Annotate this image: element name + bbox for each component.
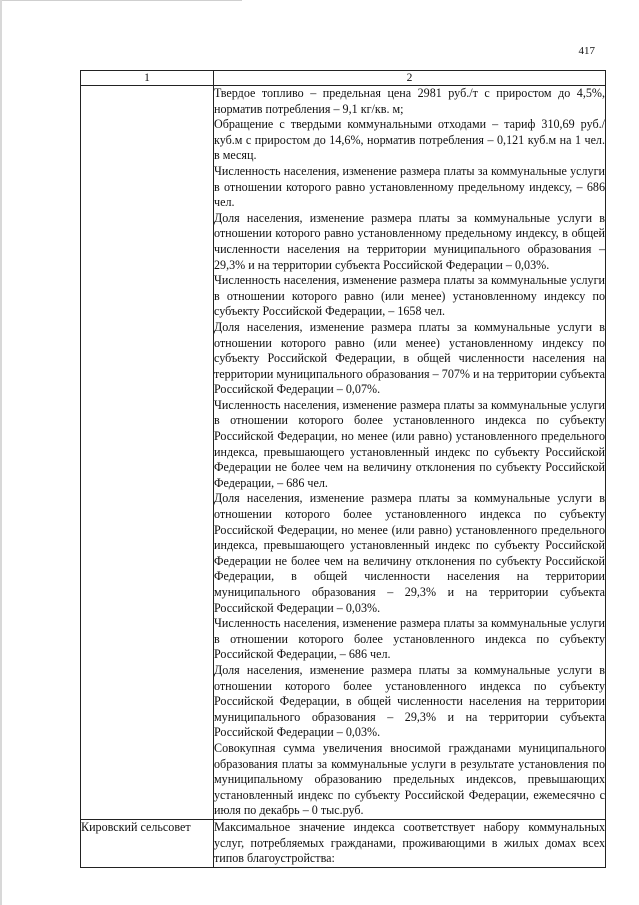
scan-top-edge — [2, 0, 242, 1]
paragraph: Совокупная сумма увеличения вносимой гражданами муниципального образования платы за коммунальные услуги в результате установления по муниципальному образованию предельных индексов, превышающих установленный индекс по субъекту Российской Федерации, ежемесячно с июля по декабрь – 0 тыс.руб. — [214, 740, 605, 818]
paragraph: Обращение с твердыми коммунальными отходами – тариф 310,69 руб./куб.м с приростом до 14,6%, норматив потребления – 0,121 куб.м на 1 чел. в месяц. — [214, 117, 605, 163]
table-row — [81, 86, 606, 820]
paragraph: Твердое топливо – предельная цена 2981 руб./т с приростом до 4,5%, норматив потребления – 9,1 кг/кв. м; — [214, 86, 605, 116]
paragraph: Численность населения, изменение размера платы за коммунальные услуги в отношении которого более установленного индекса по субъекту Российской Федерации, но менее (или равно) установленного предельного индекса, превышающего установленный индекс по субъекту Российской Федерации не более чем на величину отклонения по субъекту Российской Федерации, – 686 чел. — [214, 397, 605, 490]
paragraph: Доля населения, изменение размера платы за коммунальные услуги в отношении которого равно установленному предельному индексу, в общей численности населения на территории муниципального образования – 29,3% и на территории субъекта Российской Федерации – 0,03%. — [214, 210, 605, 272]
paragraph: Доля населения, изменение размера платы за коммунальные услуги в отношении которого более установленного индекса по субъекту Российской Федерации, но менее (или равно) установленного предельного индекса, превышающего установленный индекс по субъекту Российской Федерации не более чем на величину отклонения по субъекту Российской Федерации, в общей численности населения на территории муниципального образования – 29,3% и на территории субъекта Российской Федерации – 0,03%. — [214, 491, 605, 615]
scan-edge — [0, 0, 2, 905]
row-content-cell — [214, 86, 606, 820]
document-table — [80, 70, 606, 868]
row-content-cell — [214, 819, 606, 867]
paragraph: Численность населения, изменение размера платы за коммунальные услуги в отношении которого равно установленному предельному индексу, – 686 чел. — [214, 163, 605, 210]
column-header-1: 1 — [81, 71, 214, 86]
row-label-cell — [81, 86, 214, 820]
column-header-2: 2 — [214, 71, 606, 86]
row-label-cell: Кировский сельсовет — [81, 819, 214, 867]
table-header-row — [81, 71, 606, 86]
paragraph: Численность населения, изменение размера платы за коммунальные услуги в отношении которого более установленного индекса по субъекту Российской Федерации, – 686 чел. — [214, 616, 605, 662]
paragraph: Численность населения, изменение размера платы за коммунальные услуги в отношении которого равно (или менее) установленному индексу по субъекту Российской Федерации, – 1658 чел. — [214, 273, 605, 319]
paragraph: Доля населения, изменение размера платы за коммунальные услуги в отношении которого равно (или менее) установленному индексу по субъекту Российской Федерации, в общей численности населения на территории муниципального образования – 707% и на территории субъекта Российской Федерации – 0,07%. — [214, 319, 605, 397]
table-row — [81, 819, 606, 867]
paragraph: Максимальное значение индекса соответствует набору коммунальных услуг, потребляемых гражданами, проживающими в жилых домах всех типов благоустройства: — [214, 819, 605, 866]
paragraph: Доля населения, изменение размера платы за коммунальные услуги в отношении которого более установленного индекса по субъекту Российской Федерации, в общей численности населения на территории муниципального образования – 29,3% и на территории субъекта Российской Федерации – 0,03%. — [214, 662, 605, 740]
page-number: 417 — [578, 45, 595, 57]
